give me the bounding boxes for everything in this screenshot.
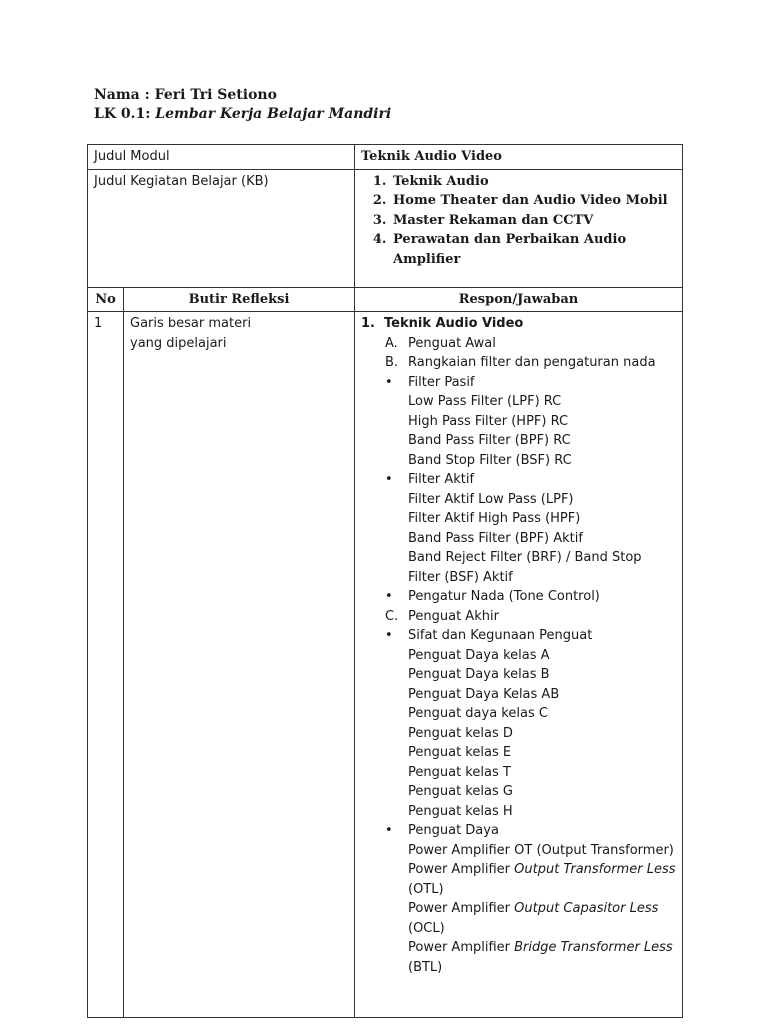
list-marker: 1. [361, 316, 375, 331]
text-prefix: Power Amplifier [408, 940, 515, 955]
text-suffix: (OTL) [408, 881, 444, 897]
judul-modul-label: Judul Modul [94, 149, 170, 164]
list-marker: B. [385, 355, 399, 370]
response-text-item [355, 412, 676, 432]
response-bullet-item [355, 821, 676, 841]
response-text-item [355, 548, 676, 587]
response-text: Band Reject Filter (BRF) / Band Stop Filter (BSF) Aktif [408, 550, 642, 585]
response-text: Filter Aktif High Pass (HPF) [408, 511, 581, 526]
row1-butir: Garis besar materi yang dipelajari [130, 316, 252, 351]
response-text-item [355, 743, 676, 763]
response-text: Band Pass Filter (BPF) RC [408, 433, 571, 448]
row1-response-cell [355, 312, 683, 1018]
student-name: Nama : Feri Tri Setiono [94, 87, 277, 103]
response-text: Band Stop Filter (BSF) RC [408, 452, 572, 468]
bullet-icon [385, 587, 408, 607]
response-text: Penguat daya kelas C [408, 706, 548, 721]
response-text-item [355, 490, 676, 510]
response-subsection-text: Rangkaian filter dan pengaturan nada [408, 355, 656, 370]
row1-no-cell [88, 312, 124, 1018]
response-bullet-text: Penguat Daya [408, 823, 499, 838]
response-text-item [355, 646, 676, 666]
text-emphasis: Bridge Transformer Less [514, 940, 673, 955]
judul-kb-value-cell [355, 169, 683, 287]
response-text-item [355, 782, 676, 802]
response-heading [355, 314, 676, 334]
response-text: Band Pass Filter (BPF) Aktif [408, 530, 583, 546]
response-text-item [355, 665, 676, 685]
response-subsection [355, 607, 676, 627]
text-suffix: (BTL) [408, 959, 443, 975]
response-list [355, 314, 676, 977]
worksheet-title [94, 106, 391, 122]
response-text: Penguat kelas T [408, 764, 511, 780]
text-prefix: Power Amplifier [408, 862, 515, 877]
judul-modul-value-cell [355, 145, 683, 170]
judul-modul-value: Teknik Audio Video [361, 149, 502, 164]
col-header-butir: Butir Refleksi [188, 291, 290, 307]
text-emphasis: Output Transformer Less [514, 862, 676, 877]
col-header-respon: Respon/Jawaban [458, 291, 579, 307]
list-marker: C. [385, 608, 399, 624]
response-text-item [355, 431, 676, 451]
response-bullet-text: Filter Pasif [408, 374, 475, 390]
response-text-item [355, 529, 676, 549]
judul-modul-label-cell [88, 145, 355, 170]
worksheet-code: LK 0.1: [94, 106, 151, 122]
row1-butir-cell [124, 312, 355, 1018]
response-text: Low Pass Filter (LPF) RC [408, 394, 562, 409]
row-column-headers [88, 287, 683, 312]
col-header-respon-cell [355, 287, 683, 312]
kb-item: 3. Master Rekaman dan CCTV [391, 211, 676, 231]
response-subsection-text: Penguat Awal [408, 335, 496, 351]
response-text-item [355, 860, 676, 899]
kb-item: 2. Home Theater dan Audio Video Mobil [391, 191, 676, 211]
response-text-item [355, 724, 676, 744]
response-text-item [355, 685, 676, 705]
response-text-item [355, 802, 676, 822]
bullet-icon [385, 470, 408, 490]
kb-list [361, 172, 676, 270]
response-bullet-text: Filter Aktif [408, 472, 475, 487]
judul-kb-label: Judul Kegiatan Belajar (KB) [94, 173, 269, 189]
response-text: Penguat kelas D [408, 725, 513, 741]
response-text-item [355, 704, 676, 724]
response-text-item [355, 451, 676, 471]
text-emphasis: Output Capasitor Less [514, 901, 659, 916]
response-bullet-item [355, 470, 676, 490]
response-bullet-text: Pengatur Nada (Tone Control) [408, 589, 600, 604]
response-bullet-item [355, 373, 676, 393]
response-text: High Pass Filter (HPF) RC [408, 413, 569, 429]
response-text-item [355, 763, 676, 783]
bullet-icon [385, 373, 408, 393]
response-text: Penguat Daya kelas A [408, 647, 550, 663]
response-bullet-text: Sifat dan Kegunaan Penguat [408, 628, 593, 643]
response-text-item [355, 509, 676, 529]
response-text: Penguat Daya kelas B [408, 667, 550, 682]
row-judul-modul [88, 145, 683, 170]
response-text-item [355, 899, 676, 938]
judul-kb-label-cell [88, 169, 355, 287]
col-header-no: No [95, 291, 116, 307]
response-text-item [355, 938, 676, 977]
col-header-butir-cell [124, 287, 355, 312]
response-heading-text: Teknik Audio Video [384, 316, 524, 331]
response-text: Penguat kelas E [408, 745, 512, 760]
kb-item: 1. Teknik Audio [391, 172, 676, 192]
response-bullet-item [355, 626, 676, 646]
response-subsection [355, 334, 676, 354]
response-text: Power Amplifier OT (Output Transformer) [408, 842, 674, 858]
response-text-item [355, 392, 676, 412]
kb-item: 4. Perawatan dan Perbaikan Audio Amplifier [391, 230, 676, 269]
bullet-icon [385, 626, 408, 646]
text-suffix: (OCL) [408, 920, 445, 936]
col-header-no-cell [88, 287, 124, 312]
response-subsection [355, 353, 676, 373]
row1-no: 1 [94, 316, 103, 331]
response-text: Penguat kelas H [408, 803, 513, 819]
reflection-table [87, 144, 683, 1018]
worksheet-name: Lembar Kerja Belajar Mandiri [155, 106, 392, 122]
bullet-icon [385, 821, 408, 841]
row-1 [88, 312, 683, 1018]
response-bullet-item [355, 587, 676, 607]
list-marker: A. [385, 335, 398, 351]
text-prefix: Power Amplifier [408, 901, 515, 916]
response-text-item [355, 841, 676, 861]
response-subsection-text: Penguat Akhir [408, 608, 499, 624]
response-text: Penguat Daya Kelas AB [408, 686, 560, 702]
response-text: Filter Aktif Low Pass (LPF) [408, 491, 574, 507]
row-judul-kb [88, 169, 683, 287]
response-text: Penguat kelas G [408, 784, 513, 799]
